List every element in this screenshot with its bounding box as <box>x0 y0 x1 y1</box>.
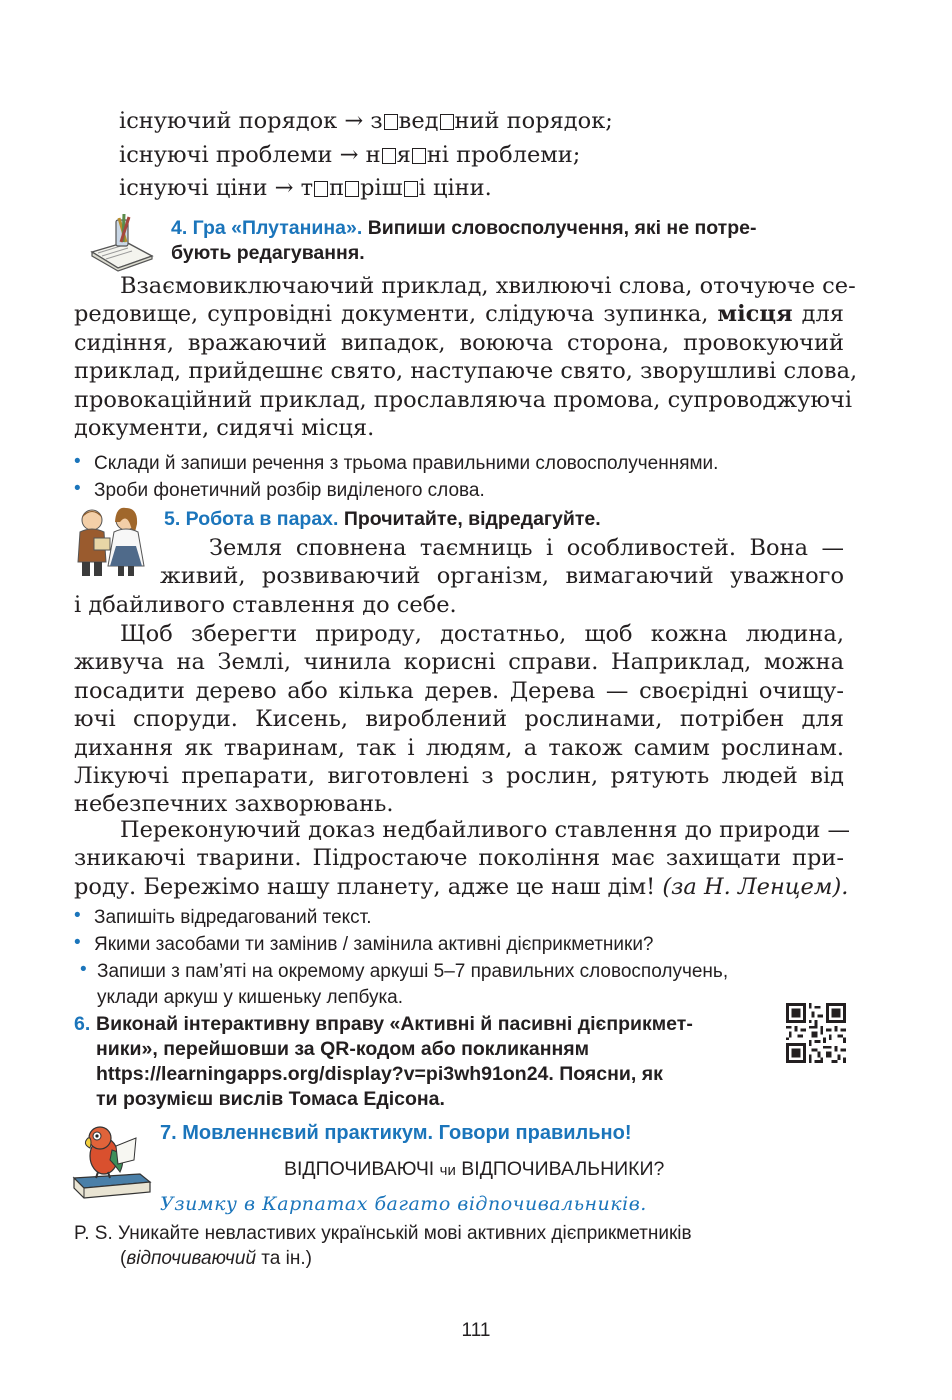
intro-line-1: існуючий порядок → з вед ний порядок; <box>119 108 613 134</box>
qr-code-icon[interactable] <box>786 1003 846 1063</box>
text-line: Переконуючий доказ недбайливого ставлення до природи — <box>120 817 850 843</box>
text-line: Взаємовиключаючий приклад, хвилюючі слова, оточуюче се- <box>120 273 856 299</box>
text-line: посадити дерево або кілька дерев. Дерева — своєрідні очищу- <box>74 677 844 704</box>
ps-note: P. S. Уникайте невластивих українській мові активних дієприкметників (відпочиваючий та ін.) <box>74 1223 692 1269</box>
bullet-icon: • <box>74 905 81 926</box>
text-line: живий, розвиваючий організм, вимагаючий уважного <box>160 563 844 590</box>
text-line: роду. Бережімо нашу планету, адже це наш дім! (за Н. Ленцем). <box>74 873 849 900</box>
intro-line-2: існуючі проблеми → н я ні проблеми; <box>119 142 581 168</box>
task-4-bullet: Склади й запиши речення з трьома правильними словосполученнями. <box>94 453 719 474</box>
task-5-paragraph-2 <box>74 620 844 819</box>
task-5-paragraph-3 <box>74 816 850 901</box>
task-5-paragraph-1 <box>160 534 844 591</box>
task-5-bullet: Запиши з пам’яті на окремому аркуші 5–7 правильних словосполучень, уклади аркуш у кишеньку лепбука. <box>97 961 729 1008</box>
task-6-number: 6. <box>74 1013 91 1035</box>
task-5-title: 5. Робота в парах. <box>164 508 339 530</box>
parrot-book-icon <box>70 1120 154 1200</box>
task-5-bullet: Якими засобами ти замінив / замінила активні дієприкметники? <box>94 934 654 955</box>
text-line: Щоб зберегти природу, достатньо, щоб кожна людина, <box>120 621 844 647</box>
missing-letter-box <box>440 114 454 130</box>
notebook-pencils-icon <box>86 212 158 272</box>
task-4-text <box>74 272 858 442</box>
task-4-heading <box>171 216 843 266</box>
task-4-instruction-cont: бують редагування. <box>171 242 365 264</box>
bullet-icon: • <box>74 478 81 499</box>
task-7-title: 7. Мовленнєвий практикум. Говори правильно! <box>160 1122 632 1144</box>
text-line: провокаційний приклад, прославляюча промова, супроводжуючі <box>74 386 853 413</box>
task-4-title: 4. Гра «Плутанина». <box>171 217 363 239</box>
learningapps-link[interactable]: https://learningapps.org/display?v=pi3wh91on24. Поясни, як <box>96 1063 663 1085</box>
task-5-instruction: Прочитайте, відредагуйте. <box>343 508 601 530</box>
bullet-icon: • <box>74 932 81 953</box>
task-5-paragraph-1-end: і дбайливого ставлення до себе. <box>74 592 457 618</box>
text-source: (за Н. Ленцем). <box>662 873 849 900</box>
text-line: редовище, супровідні документи, слідуюча зупинка, місця для <box>74 301 844 328</box>
pupils-pair-icon <box>64 506 156 578</box>
text-line: сидіння, вражаючий випадок, воююча сторона, провокуючий <box>74 329 844 356</box>
task-7-question: ВІДПОЧИВАЮЧІ чи ВІДПОЧИВАЛЬНИКИ? <box>284 1158 665 1180</box>
task-6-text: Виконай інтерактивну вправу «Активні й пасивні дієприкмет- ники», перейшовши за QR-кодом або покликанням https://learningapps.org/display?v=pi3wh91on24. Поясни, як ти розумієш вислів Томаса Едісона. <box>96 1013 693 1110</box>
highlighted-word: місця <box>717 301 793 328</box>
text-line: Земля сповнена таємниць і особливостей. Вона — <box>209 535 844 561</box>
text-line: приклад, прийдешнє свято, наступаюче свято, зворушливі слова, <box>74 358 858 385</box>
bullet-icon: • <box>74 451 81 472</box>
bullet-icon: • <box>80 959 87 980</box>
page-number: 111 <box>461 1320 491 1341</box>
text-line: небезпечних захворювань. <box>74 791 394 818</box>
task-4-instruction: Випиши словосполучення, які не потре- <box>367 217 757 239</box>
task-5-heading <box>164 507 601 532</box>
text-line: ючі споруди. Кисень, вироблений рослинами, потрібен для <box>74 706 844 733</box>
text-line: дихання як тваринам, так і людям, а також самим рослинам. <box>74 734 844 761</box>
task-4-bullet: Зроби фонетичний розбір виділеного слова. <box>94 480 485 501</box>
task-5-bullet: Запишіть відредагований текст. <box>94 907 372 928</box>
missing-letter-box <box>345 181 359 197</box>
task-7-example: Узимку в Карпатах багато відпочивальників. <box>160 1193 647 1215</box>
missing-letter-box <box>412 148 426 164</box>
missing-letter-box <box>384 114 398 130</box>
text-line: зникаючі тварини. Підростаюче покоління має захищати при- <box>74 845 844 872</box>
missing-letter-box <box>404 181 418 197</box>
missing-letter-box <box>314 181 328 197</box>
text-line: Лікуючі препарати, виготовлені з рослин, рятують людей від <box>74 763 844 790</box>
intro-line-3: існуючі ціни → т п ріш і ціни. <box>119 175 492 201</box>
text-line: живуча на Землі, чинила корисні справи. Наприклад, можна <box>74 649 844 676</box>
text-line: документи, сидячі місця. <box>74 415 375 442</box>
missing-letter-box <box>382 148 396 164</box>
